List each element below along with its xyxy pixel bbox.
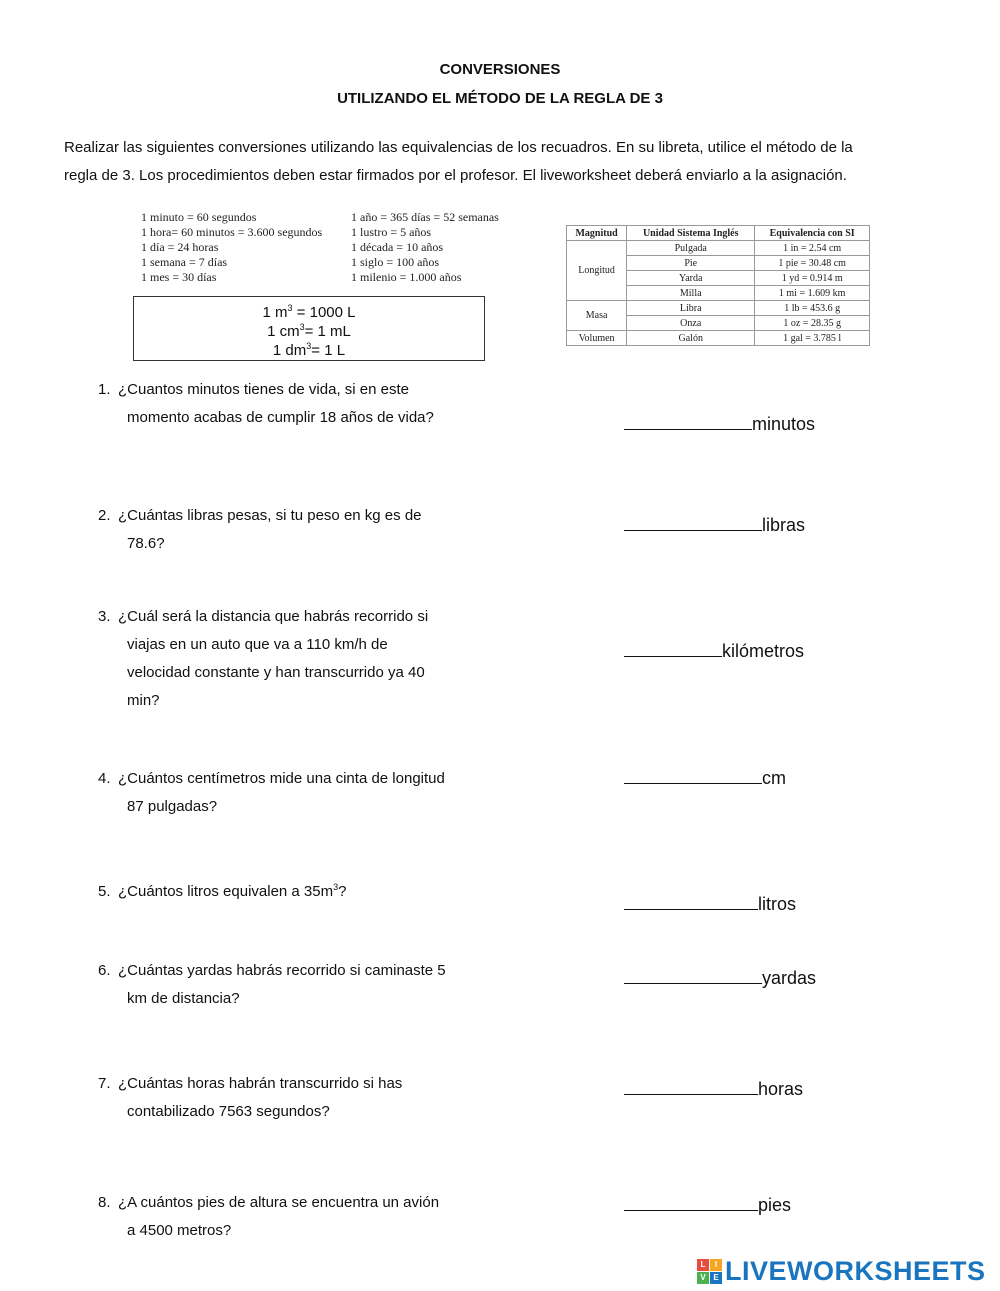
question-text: ¿Cuántas horas habrán transcurrido si has	[118, 1075, 403, 1092]
unit-cell: Galón	[627, 331, 755, 346]
equivalence-cell: 1 yd = 0.914 m	[755, 271, 870, 286]
question-text: ¿A cuántos pies de altura se encuentra un avión	[118, 1194, 440, 1211]
question-text: ¿Cuántos centímetros mide una cinta de longitud	[118, 770, 445, 787]
answer-unit: pies	[758, 1195, 792, 1215]
question-text: km de distancia?	[127, 990, 240, 1007]
equivalence-item: 1 lustro = 5 años	[351, 225, 432, 239]
time-equivalences-left	[141, 210, 322, 285]
question-number: 2.	[98, 507, 111, 524]
volume-equivalence-box	[133, 296, 485, 361]
answer-input-7[interactable]	[624, 1094, 762, 1118]
question-number: 3.	[98, 608, 111, 625]
answer-input[interactable]	[624, 983, 762, 984]
group-cell: Longitud	[567, 241, 627, 301]
page-title: CONVERSIONES	[439, 61, 561, 78]
answer-unit: kilómetros	[722, 641, 805, 661]
equivalence-item: 1 hora= 60 minutos = 3.600 segundos	[141, 225, 323, 239]
table-header-row	[567, 226, 870, 241]
equivalence-item: 1 milenio = 1.000 años	[351, 270, 462, 284]
equivalence-item: 1 día = 24 horas	[141, 240, 219, 254]
answer-input[interactable]	[624, 1210, 758, 1211]
answer-1	[624, 414, 815, 435]
equivalence-cell: 1 gal = 3.785 l	[755, 331, 870, 346]
equivalence-item: 1 década = 10 años	[351, 240, 444, 254]
answer-4	[624, 768, 786, 789]
unit-cell: Libra	[627, 301, 755, 316]
question-number: 4.	[98, 770, 111, 787]
answer-unit: horas	[758, 1079, 804, 1099]
volume-line: 1 $m^3 = 1000$ L	[262, 303, 356, 321]
question-text: viajas en un auto que va a 110 km/h de	[127, 636, 388, 653]
instructions-line: Realizar las siguientes conversiones utilizando las equivalencias de los recuadros. En su libreta, utilice el método de la	[64, 139, 853, 156]
question-text: momento acabas de cumplir 18 años de vida?	[127, 409, 434, 426]
answer-5	[624, 894, 796, 915]
answer-input-4[interactable]	[624, 783, 766, 807]
instructions-line: regla de 3. Los procedimientos deben estar firmados por el profesor. El liveworksheet deberá enviarlo a la asignación.	[64, 167, 847, 184]
question-text: ¿Cuantos minutos tienes de vida, si en este	[118, 381, 409, 398]
question-text: 87 pulgadas?	[127, 798, 218, 815]
si-equivalence-table	[566, 225, 870, 346]
answer-input-2[interactable]	[624, 530, 766, 554]
answer-input[interactable]	[624, 429, 752, 430]
answer-input[interactable]	[624, 909, 758, 910]
unit-cell: Pulgada	[627, 241, 755, 256]
equivalence-item: 1 mes = 30 días	[141, 270, 217, 284]
unit-cell: Milla	[627, 286, 755, 301]
group-cell: Masa	[567, 301, 627, 331]
page-subtitle: UTILIZANDO EL MÉTODO DE LA REGLA DE 3	[337, 90, 663, 107]
logo-icon: L I V E	[697, 1259, 722, 1284]
equivalence-item: 1 siglo = 100 años	[351, 255, 440, 269]
answer-unit: minutos	[752, 414, 816, 434]
answer-input[interactable]	[624, 783, 762, 784]
column-header: Unidad Sistema Inglés	[627, 226, 755, 241]
answer-unit: yardas	[762, 968, 817, 988]
question-text: contabilizado 7563 segundos?	[127, 1103, 330, 1120]
equivalence-item: 1 minuto = 60 segundos	[141, 210, 257, 224]
answer-input-6[interactable]	[624, 983, 766, 1007]
answer-2	[624, 515, 805, 536]
volume-line: 1 $cm^3= 1$ mL	[267, 322, 351, 340]
equivalence-cell: 1 mi = 1.609 km	[755, 286, 870, 301]
equivalence-cell: 1 in = 2.54 cm	[755, 241, 870, 256]
answer-unit: litros	[758, 894, 797, 914]
column-header: Equivalencia con SI	[755, 226, 870, 241]
time-equivalences-right	[351, 210, 499, 285]
question-number: 8.	[98, 1194, 111, 1211]
table-row	[567, 331, 870, 346]
table-row	[567, 241, 870, 256]
equivalence-cell: 1 lb = 453.6 g	[755, 301, 870, 316]
equivalence-item: 1 año = 365 días = 52 semanas	[351, 210, 499, 224]
unit-cell: Pie	[627, 256, 755, 271]
column-header: Magnitud	[567, 226, 627, 241]
liveworksheets-logo	[697, 1256, 986, 1286]
question-text: ¿Cuántas libras pesas, si tu peso en kg es de	[118, 507, 422, 524]
question-text: min?	[127, 692, 160, 709]
answer-input[interactable]	[624, 530, 762, 531]
question-text: 78.6?	[127, 535, 165, 552]
answer-8	[624, 1195, 791, 1216]
answer-7	[624, 1079, 803, 1100]
unit-cell: Onza	[627, 316, 755, 331]
logo-text: LIVEWORKSHEETS	[725, 1255, 986, 1286]
question-number: 5.	[98, 883, 111, 900]
question-text: a 4500 metros?	[127, 1222, 232, 1239]
table-row	[567, 301, 870, 316]
answer-unit: libras	[762, 515, 806, 535]
question-number: 6.	[98, 962, 111, 979]
answer-input-3[interactable]	[624, 656, 726, 680]
answer-input-1[interactable]	[624, 429, 756, 453]
answer-input[interactable]	[624, 656, 722, 657]
answer-input[interactable]	[624, 1094, 758, 1095]
instructions	[64, 134, 934, 190]
answer-input-5[interactable]	[624, 909, 762, 933]
question-text: velocidad constante y han transcurrido ya 40	[127, 664, 425, 681]
question-text: ¿Cuántos litros equivalen a $35m^3$?	[118, 882, 347, 900]
answer-3	[624, 641, 804, 662]
volume-line: 1 $dm^3= 1$ L	[272, 341, 346, 359]
question-number: 1.	[98, 381, 111, 398]
group-cell: Volumen	[567, 331, 627, 346]
equivalence-item: 1 semana = 7 días	[141, 255, 228, 269]
equivalence-cell: 1 oz = 28.35 g	[755, 316, 870, 331]
unit-cell: Yarda	[627, 271, 755, 286]
question-text: ¿Cuál será la distancia que habrás recorrido si	[118, 608, 429, 625]
question-number: 7.	[98, 1075, 111, 1092]
answer-6	[624, 968, 816, 989]
answer-input-8[interactable]	[624, 1210, 762, 1234]
answer-unit: cm	[762, 768, 786, 788]
question-text: ¿Cuántas yardas habrás recorrido si caminaste 5	[118, 962, 446, 979]
equivalence-cell: 1 pie = 30.48 cm	[755, 256, 870, 271]
